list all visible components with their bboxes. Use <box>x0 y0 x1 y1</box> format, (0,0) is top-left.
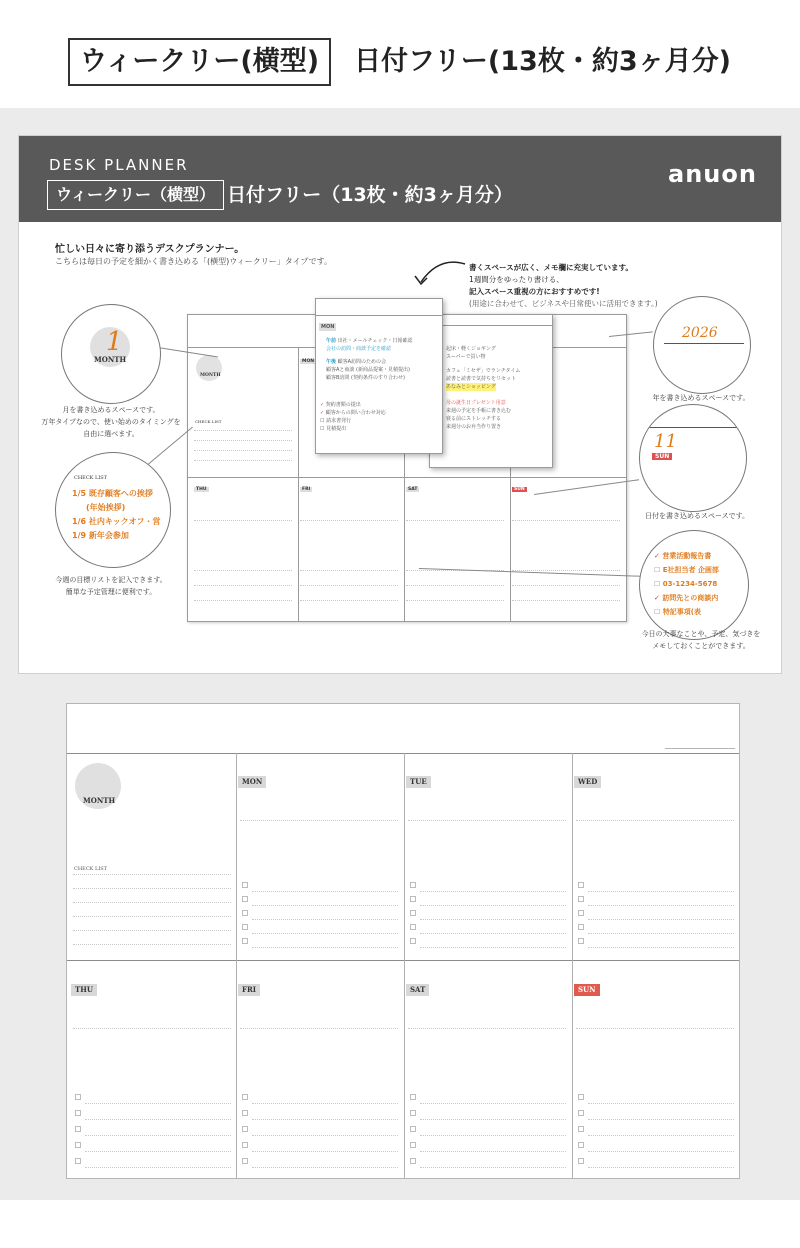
popup-a-am-1: 出社・メールチェック・日報確認 <box>337 338 413 344</box>
dotted-rule <box>576 820 734 821</box>
note-checklist-line-1: 今週の目標リストを記入できます。 <box>55 576 167 584</box>
dotted-rule <box>420 891 566 892</box>
callout-month <box>61 304 161 404</box>
checkbox-icon <box>410 882 416 888</box>
dotted-rule <box>588 905 734 906</box>
dotted-rule <box>73 1028 231 1029</box>
memo-demo-item: 訪問先との商談内 <box>662 594 719 602</box>
mini-dotted-line <box>194 450 292 451</box>
mini-dotted-line <box>406 520 504 521</box>
checklist-demo-title: CHECK LIST <box>74 475 108 481</box>
checkbox-icon: ☐ <box>320 418 325 424</box>
dotted-rule <box>85 1151 231 1152</box>
popup-weekend-sample <box>429 314 553 468</box>
intro-headline: 忙しい日々に寄り添うデスクプランナー。 <box>55 244 245 255</box>
checkbox-icon: ☐ <box>654 608 661 616</box>
mini-dotted-line <box>194 570 292 571</box>
dotted-rule <box>420 905 566 906</box>
checkbox-icon <box>410 1142 416 1148</box>
mini-day-thu: THU <box>196 487 207 492</box>
callout-checklist <box>55 452 171 568</box>
checkbox-icon <box>242 1094 248 1100</box>
card-subtitle-rest: 日付フリー（13枚・約3ヶ月分） <box>227 184 513 206</box>
mini-dotted-line <box>512 600 620 601</box>
checkbox-icon <box>75 1142 81 1148</box>
dotted-rule <box>588 891 734 892</box>
checkbox-icon: ☐ <box>654 566 661 574</box>
popup-a-check-1: 契約書類の提出 <box>325 402 361 408</box>
day-label-tue: TUE <box>406 776 431 788</box>
mini-dotted-line <box>194 520 292 521</box>
intro-description: こちらは毎日の予定を細かく書き込める「(横型)ウィークリー」タイプです。 <box>55 257 332 266</box>
checkbox-icon: ☐ <box>320 426 325 432</box>
note-month-line-2: 万年タイプなので、使い始めのタイミングを <box>41 418 181 426</box>
dotted-rule <box>588 1167 734 1168</box>
memo-demo-item: 営業活動報告書 <box>662 552 712 560</box>
title-rest: 日付フリー(13枚・約3ヶ月分) <box>354 46 731 77</box>
dotted-rule <box>85 1167 231 1168</box>
curved-arrow-icon <box>409 254 469 294</box>
date-demo-number: 11 <box>654 431 677 452</box>
feature-line-4: (用途に合わせて、ビジネスや日常使いに活用できます。) <box>469 299 658 308</box>
dotted-rule <box>73 944 231 945</box>
mini-dotted-line <box>512 520 620 521</box>
mini-checklist-label: CHECK LIST <box>195 419 222 424</box>
popup-a-pm-label: 午後 <box>326 359 337 365</box>
check-mark-icon: ✓ <box>320 402 325 408</box>
checkbox-icon <box>410 924 416 930</box>
day-label-fri: FRI <box>238 984 260 996</box>
dotted-rule <box>420 947 566 948</box>
dotted-rule <box>588 919 734 920</box>
checkbox-icon <box>242 924 248 930</box>
dotted-rule <box>73 888 231 889</box>
mini-month-label: MONTH <box>200 373 221 378</box>
popup-b-line-2: スーパーで買い物 <box>446 354 486 360</box>
popup-b-check-2: 来週の予定を手帳に書き込む <box>446 408 512 414</box>
feature-line-2: 1週間分をゆったり書ける、 <box>469 275 564 284</box>
day-label-sat: SAT <box>406 984 429 996</box>
checkbox-icon <box>578 924 584 930</box>
note-month-line-3: 自由に選べます。 <box>83 430 139 438</box>
dotted-rule <box>576 1028 734 1029</box>
dotted-rule <box>73 874 231 875</box>
dotted-rule <box>252 905 398 906</box>
dotted-rule <box>408 1028 566 1029</box>
checkbox-icon <box>410 1126 416 1132</box>
month-demo-label: MONTH <box>94 355 127 364</box>
dotted-rule <box>252 919 398 920</box>
checkbox-icon <box>242 1158 248 1164</box>
checkbox-icon <box>578 910 584 916</box>
card-subtitle-boxed: ウィークリー（横型） <box>47 180 224 210</box>
popup-a-check-3: 請求書発行 <box>326 418 352 424</box>
popup-b-line-5: あなみとショッピング <box>446 384 496 390</box>
column-divider <box>236 753 237 1178</box>
checkbox-icon <box>578 1094 584 1100</box>
checkbox-icon <box>578 882 584 888</box>
popup-a-pm-3: 顧客B訪問 (契約条件のすり合わせ) <box>326 375 405 381</box>
dotted-rule <box>73 916 231 917</box>
popup-b-line-4: 読書と読書で気持ちをリセット <box>446 376 516 382</box>
mini-dotted-line <box>300 520 398 521</box>
checkbox-icon <box>578 896 584 902</box>
checkbox-icon <box>242 1110 248 1116</box>
page-header <box>0 0 800 108</box>
checkbox-icon <box>242 910 248 916</box>
mini-dotted-line <box>194 585 292 586</box>
mini-dotted-line <box>300 570 398 571</box>
note-date: 日付を書き込めるスペースです。 <box>644 512 750 520</box>
dotted-rule <box>252 1103 398 1104</box>
checklist-demo-item: 1/6 社内キックオフ・営 <box>72 517 161 526</box>
checkbox-icon <box>410 938 416 944</box>
checkbox-icon <box>410 1110 416 1116</box>
popup-b-check-4: 来週分のお弁当作り置き <box>446 424 502 430</box>
dotted-rule <box>252 1151 398 1152</box>
popup-b-line-3: カフェ「ミセザ」でランチタイム <box>446 368 521 374</box>
dotted-rule <box>73 902 231 903</box>
popup-a-am-label: 午前 <box>326 338 337 344</box>
check-mark-icon: ✓ <box>654 552 660 560</box>
mini-dotted-line <box>406 585 504 586</box>
header-divider <box>67 753 739 754</box>
dotted-rule <box>588 947 734 948</box>
checkbox-icon <box>75 1094 81 1100</box>
note-checklist <box>41 574 181 598</box>
dotted-rule <box>252 947 398 948</box>
dotted-rule <box>420 1119 566 1120</box>
dotted-rule <box>420 933 566 934</box>
popup-a-check-2: 顧客からの問い合わせ対応 <box>325 410 386 416</box>
note-checklist-line-2: 簡単な予定管理に便利です。 <box>65 588 157 596</box>
popup-b-check-1: 母の誕生日プレゼント用意 <box>446 400 506 406</box>
checkbox-icon <box>242 896 248 902</box>
dotted-rule <box>240 820 398 821</box>
mini-day-mon: MON <box>302 359 315 364</box>
dotted-rule <box>85 1119 231 1120</box>
dotted-rule <box>252 933 398 934</box>
popup-a-day: MON <box>321 324 335 330</box>
dotted-rule <box>588 1103 734 1104</box>
checkbox-icon <box>410 1158 416 1164</box>
popup-weekday-sample <box>315 298 443 454</box>
feature-line-1: 書くスペースが広く、メモ欄に充実しています。 <box>469 263 633 272</box>
year-write-line <box>665 748 735 749</box>
note-memo-line-1: 今日の大事なことや、予定、気づきを <box>641 630 761 638</box>
mini-dotted-line <box>194 430 292 431</box>
mini-day-sun: SUN <box>514 487 525 492</box>
dotted-rule <box>420 1151 566 1152</box>
dotted-rule <box>252 1135 398 1136</box>
mini-dotted-line <box>406 600 504 601</box>
mini-col-divider <box>298 347 299 621</box>
mini-dotted-line <box>300 600 398 601</box>
dotted-rule <box>420 1103 566 1104</box>
dotted-rule <box>252 1167 398 1168</box>
row-divider <box>67 960 739 961</box>
day-label-thu: THU <box>71 984 97 996</box>
dotted-rule <box>85 1103 231 1104</box>
mini-day-fri: FRI <box>302 487 311 492</box>
popup-a-pm-1: 顧客A訪問のための会 <box>337 359 387 365</box>
callout-memo <box>639 530 749 640</box>
memo-demo-item: 特記事項(表 <box>662 608 701 616</box>
checkbox-icon <box>578 1142 584 1148</box>
popup-b-line-1: 起床・軽くジョギング <box>446 346 496 352</box>
callout-year <box>653 296 751 394</box>
note-month-line-1: 月を書き込めるスペースです。 <box>62 406 160 414</box>
feature-text <box>469 262 658 310</box>
dotted-rule <box>420 1167 566 1168</box>
title-boxed: ウィークリー(横型) <box>68 38 331 86</box>
checkbox-icon <box>75 1110 81 1116</box>
checklist-demo-item: 1/9 新年会参加 <box>72 531 129 540</box>
dotted-rule <box>240 1028 398 1029</box>
catalog-card <box>18 135 782 674</box>
year-demo: 2026 <box>682 325 718 341</box>
column-divider <box>404 753 405 1178</box>
column-divider <box>572 753 573 1178</box>
mini-dotted-line <box>194 460 292 461</box>
month-label: MONTH <box>83 796 116 805</box>
dotted-rule <box>588 1135 734 1136</box>
note-memo-line-2: メモしておくことができます。 <box>652 642 750 650</box>
checkbox-icon <box>410 910 416 916</box>
popup-a-am-2: 会社の訪問・商談予定を確認 <box>326 346 392 352</box>
dotted-rule <box>85 1135 231 1136</box>
mini-dotted-line <box>194 600 292 601</box>
checkbox-icon <box>410 1094 416 1100</box>
mini-day-sat: SAT <box>408 487 418 492</box>
checkbox-icon <box>242 938 248 944</box>
checkbox-icon <box>242 1126 248 1132</box>
checklist-label: CHECK LIST <box>74 866 108 872</box>
dotted-rule <box>588 1151 734 1152</box>
mini-row-divider <box>188 477 626 478</box>
dotted-rule <box>588 1119 734 1120</box>
card-header <box>19 136 781 222</box>
dotted-rule <box>73 930 231 931</box>
checkbox-icon <box>75 1126 81 1132</box>
checklist-demo-item: (年始挨拶) <box>86 503 126 512</box>
day-label-sun: SUN <box>574 984 600 996</box>
checkbox-icon <box>75 1158 81 1164</box>
checkbox-icon <box>578 1158 584 1164</box>
planner-sheet <box>66 703 740 1179</box>
dotted-rule <box>420 1135 566 1136</box>
note-month <box>41 404 181 440</box>
checkbox-icon: ☐ <box>654 580 661 588</box>
mini-dotted-line <box>512 585 620 586</box>
note-year: 年を書き込めるスペースです。 <box>652 394 750 402</box>
checkbox-icon <box>578 1126 584 1132</box>
dotted-rule <box>408 820 566 821</box>
popup-b-check-3: 寝る前にストレッチする <box>446 416 501 422</box>
popup-a-check-4: 見積提出 <box>326 426 347 432</box>
check-mark-icon: ✓ <box>654 594 660 602</box>
product-line: DESK PLANNER <box>49 156 189 174</box>
day-label-mon: MON <box>238 776 266 788</box>
brand-logo: anuon <box>668 160 757 188</box>
checkbox-icon <box>578 938 584 944</box>
mini-dotted-line <box>300 585 398 586</box>
checkbox-icon <box>410 896 416 902</box>
dotted-rule <box>588 933 734 934</box>
feature-line-3: 記入スペース重視の方におすすめです! <box>469 287 600 296</box>
memo-demo-item: E社担当者 企画部 <box>662 566 719 574</box>
month-demo-number: 1 <box>106 327 123 357</box>
mini-dotted-line <box>194 440 292 441</box>
dotted-rule <box>252 1119 398 1120</box>
memo-demo-item: 03-1234-5678 <box>662 580 718 588</box>
checkbox-icon <box>242 1142 248 1148</box>
checkbox-icon <box>578 1110 584 1116</box>
callout-date <box>639 404 747 512</box>
checklist-demo-item: 1/5 既存顧客への挨拶 <box>72 489 153 498</box>
checkbox-icon <box>242 882 248 888</box>
popup-a-pm-2: 顧客Aと商談 (新商品提案・見積提出) <box>326 367 410 373</box>
date-demo-label: SUN <box>652 453 672 460</box>
check-mark-icon: ✓ <box>320 410 325 416</box>
note-memo <box>621 628 781 652</box>
dotted-rule <box>252 891 398 892</box>
day-label-wed: WED <box>574 776 601 788</box>
dotted-rule <box>420 919 566 920</box>
